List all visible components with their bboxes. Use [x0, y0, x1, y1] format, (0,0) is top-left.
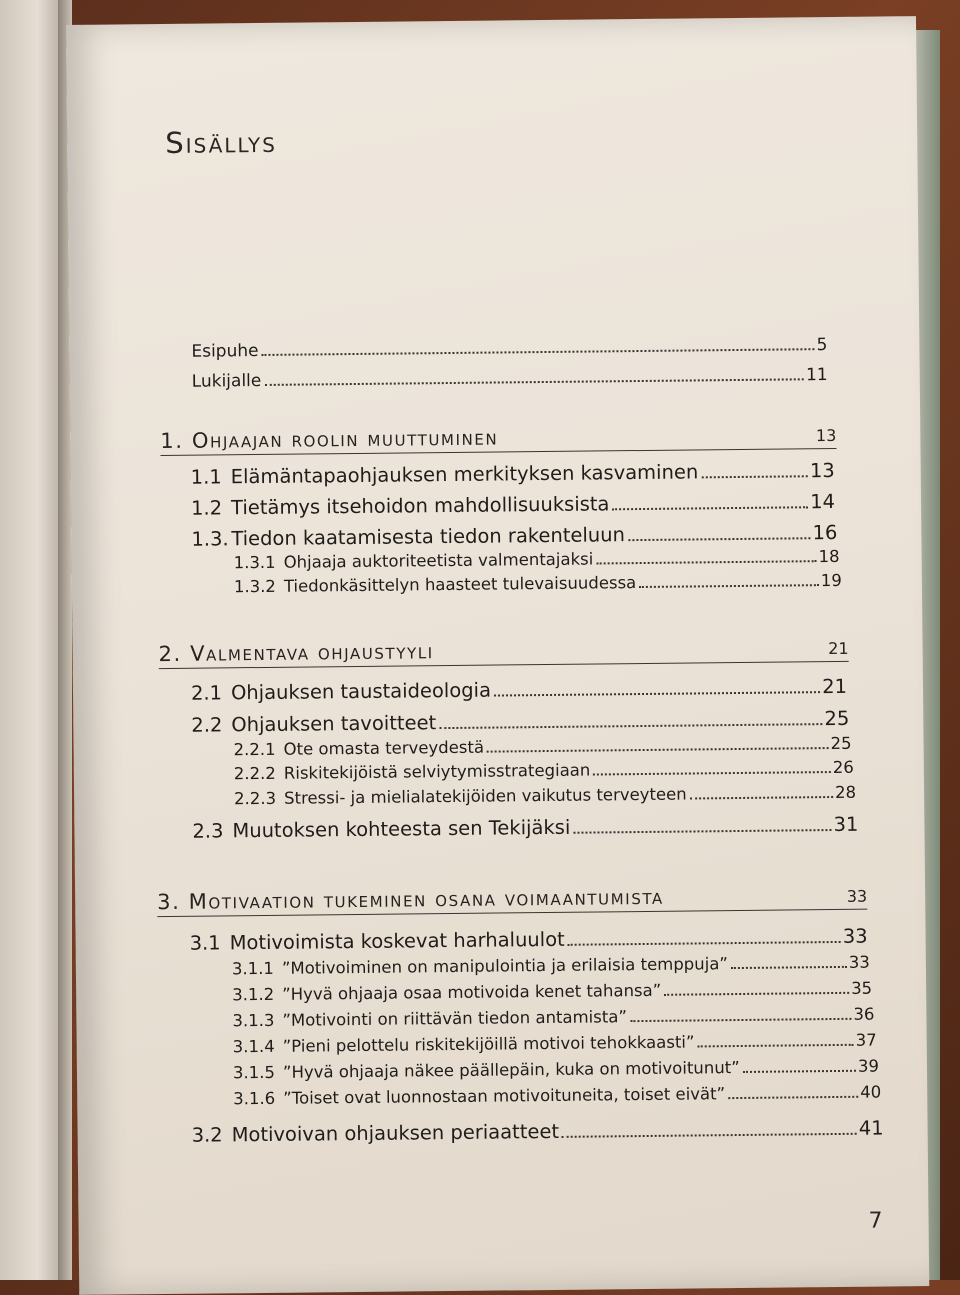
- entry-number: 3.1.3: [232, 1010, 275, 1031]
- entry-page: 5: [816, 335, 828, 356]
- chapter-page: 13: [815, 425, 837, 446]
- entry-label: ”Hyvä ohjaaja osaa motivoida kenet tahansa”: [282, 980, 662, 1004]
- leader-dots: [630, 1017, 851, 1022]
- chapter-number: 2.: [158, 641, 182, 667]
- entry-number: 3.1.5: [232, 1062, 276, 1083]
- chapter-heading-3: [157, 883, 867, 917]
- leader-dots: [596, 559, 816, 564]
- chapter-page: 21: [828, 638, 849, 659]
- entry-number: 1.3.: [191, 527, 229, 551]
- toc-entry: [191, 707, 849, 737]
- chapter-heading-1: [160, 422, 836, 456]
- toc-subentry: [234, 571, 842, 597]
- leader-dots: [262, 347, 815, 356]
- leader-dots: [264, 377, 804, 386]
- entry-label: ”Pieni pelottelu riskitekijöillä motivoi tehokkaasti”: [282, 1032, 695, 1056]
- entry-number: 3.1.2: [232, 984, 275, 1005]
- chapter-title: Valmentava ohjaustyyli: [189, 639, 434, 666]
- leader-dots: [690, 795, 833, 800]
- chapter-title: Ohjaajan roolin muuttuminen: [191, 425, 499, 453]
- entry-label: Esipuhe: [191, 341, 259, 362]
- entry-label: Tiedonkäsittelyn haasteet tulevaisuudessa: [283, 573, 637, 596]
- leader-dots: [639, 583, 819, 588]
- entry-page: 25: [824, 706, 850, 731]
- leader-dots: [487, 746, 829, 753]
- toc-subentry: [233, 1083, 881, 1110]
- toc-subentry: [233, 734, 851, 760]
- entry-label: Ohjaaja auktoriteetista valmentajaksi: [283, 549, 594, 572]
- toc-entry: [191, 675, 847, 705]
- toc-subentry: [232, 1005, 874, 1032]
- entry-number: 2.3: [192, 819, 224, 843]
- entry-number: 2.2.2: [233, 763, 276, 784]
- entry-page: 14: [810, 489, 836, 514]
- leader-dots: [701, 474, 808, 478]
- page-number: 7: [868, 1208, 883, 1234]
- entry-label: Ohjauksen tavoitteet: [231, 711, 437, 737]
- chapter-number: 1.: [160, 428, 184, 454]
- entry-label: Elämäntapaohjauksen merkityksen kasvaminen: [230, 460, 699, 489]
- entry-number: 3.1.6: [233, 1088, 276, 1109]
- chapter-title: Motivaation tukeminen osana voimaantumista: [188, 884, 664, 914]
- entry-label: Stressi- ja mielialatekijöiden vaikutus terveyteen: [284, 784, 687, 808]
- toc-entry-esipuhe: [191, 335, 827, 362]
- toc-entry: [192, 1116, 884, 1146]
- entry-number: 1.2: [190, 496, 223, 520]
- entry-page: 35: [851, 978, 873, 998]
- entry-number: 2.2.3: [234, 788, 277, 809]
- book-page: [66, 16, 929, 1295]
- entry-number: 2.2: [191, 713, 223, 737]
- entry-label: Ote omasta terveydestä: [283, 737, 485, 759]
- entry-page: 25: [830, 733, 852, 754]
- leader-dots: [562, 1132, 857, 1138]
- toc-subentry: [233, 1031, 877, 1058]
- leader-dots: [731, 965, 847, 969]
- toc-subentry: [234, 783, 856, 810]
- leader-dots: [568, 940, 841, 946]
- leader-dots: [628, 536, 811, 541]
- entry-page: 16: [812, 520, 838, 545]
- leader-dots: [593, 770, 831, 775]
- entry-label: Motivoimista koskevat harhaluulot: [229, 927, 565, 955]
- entry-page: 33: [842, 924, 868, 948]
- entry-label: Tiedon kaatamisesta tiedon rakenteluun: [231, 523, 626, 551]
- leader-dots: [728, 1095, 858, 1099]
- toc-entry: [192, 813, 858, 843]
- chapter-number: 3.: [157, 889, 181, 915]
- leader-dots: [494, 690, 820, 696]
- chapter-page: 33: [846, 886, 868, 906]
- entry-page: 28: [834, 782, 857, 802]
- toc-subentry: [234, 547, 840, 573]
- leader-dots: [612, 505, 808, 510]
- entry-number: 1.1: [190, 465, 222, 489]
- entry-number: 2.2.1: [233, 739, 276, 760]
- entry-page: 19: [820, 570, 842, 591]
- entry-label: Muutoksen kohteesta sen Tekijäksi: [232, 815, 571, 843]
- entry-page: 11: [805, 365, 828, 386]
- leader-dots: [698, 1043, 854, 1048]
- toc-entry: [191, 490, 835, 520]
- entry-page: 33: [848, 952, 870, 972]
- toc-subentry: [233, 1057, 879, 1084]
- entry-number: 1.3.1: [233, 552, 276, 573]
- toc-entry: [191, 521, 837, 551]
- entry-page: 37: [855, 1030, 877, 1050]
- entry-page: 41: [858, 1116, 884, 1140]
- entry-page: 39: [857, 1056, 880, 1076]
- toc-entry: [191, 459, 835, 489]
- entry-number: 2.1: [190, 681, 223, 705]
- entry-label: ”Motivointi on riittävän tiedon antamista”: [282, 1007, 628, 1030]
- leader-dots: [743, 1069, 856, 1073]
- entry-page: 26: [832, 757, 854, 778]
- toc-subentry: [232, 953, 870, 980]
- leader-dots: [664, 991, 849, 996]
- toc-entry: [190, 925, 868, 955]
- chapter-heading-2: [158, 635, 848, 669]
- entry-label: Motivoivan ohjauksen periaatteet: [231, 1119, 560, 1147]
- leader-dots: [573, 828, 831, 834]
- entry-page: 31: [833, 812, 859, 837]
- entry-label: Lukijalle: [191, 370, 262, 392]
- toc-entry-lukijalle: [192, 365, 828, 392]
- leader-dots: [439, 722, 822, 729]
- entry-label: Riskitekijöistä selviytymisstrategiaan: [283, 760, 591, 783]
- toc-subentry: [234, 758, 854, 784]
- entry-number: 3.1.4: [232, 1036, 275, 1057]
- entry-number: 3.1: [189, 931, 221, 955]
- toc-subentry: [232, 979, 872, 1006]
- entry-label: Ohjauksen taustaideologia: [230, 678, 492, 705]
- entry-page: 40: [860, 1082, 882, 1102]
- entry-label: ”Toiset ovat luonnostaan motivoituneita, toiset eivät”: [283, 1084, 726, 1108]
- left-page-edge: [0, 0, 62, 1280]
- entry-page: 13: [809, 458, 835, 483]
- page-title: Sisällys: [165, 124, 278, 160]
- entry-label: ”Motivoiminen on manipulointia ja erilaisia temppuja”: [281, 954, 729, 978]
- entry-label: ”Hyvä ohjaaja näkee päällepäin, kuka on motivoitunut”: [282, 1058, 740, 1082]
- entry-page: 18: [818, 546, 840, 567]
- entry-page: 36: [853, 1004, 875, 1024]
- entry-label: Tietämys itsehoidon mahdollisuuksista: [230, 492, 610, 520]
- entry-number: 3.2: [191, 1123, 223, 1147]
- entry-number: 1.3.2: [233, 576, 276, 597]
- entry-number: 3.1.1: [231, 958, 274, 979]
- entry-page: 21: [822, 674, 848, 699]
